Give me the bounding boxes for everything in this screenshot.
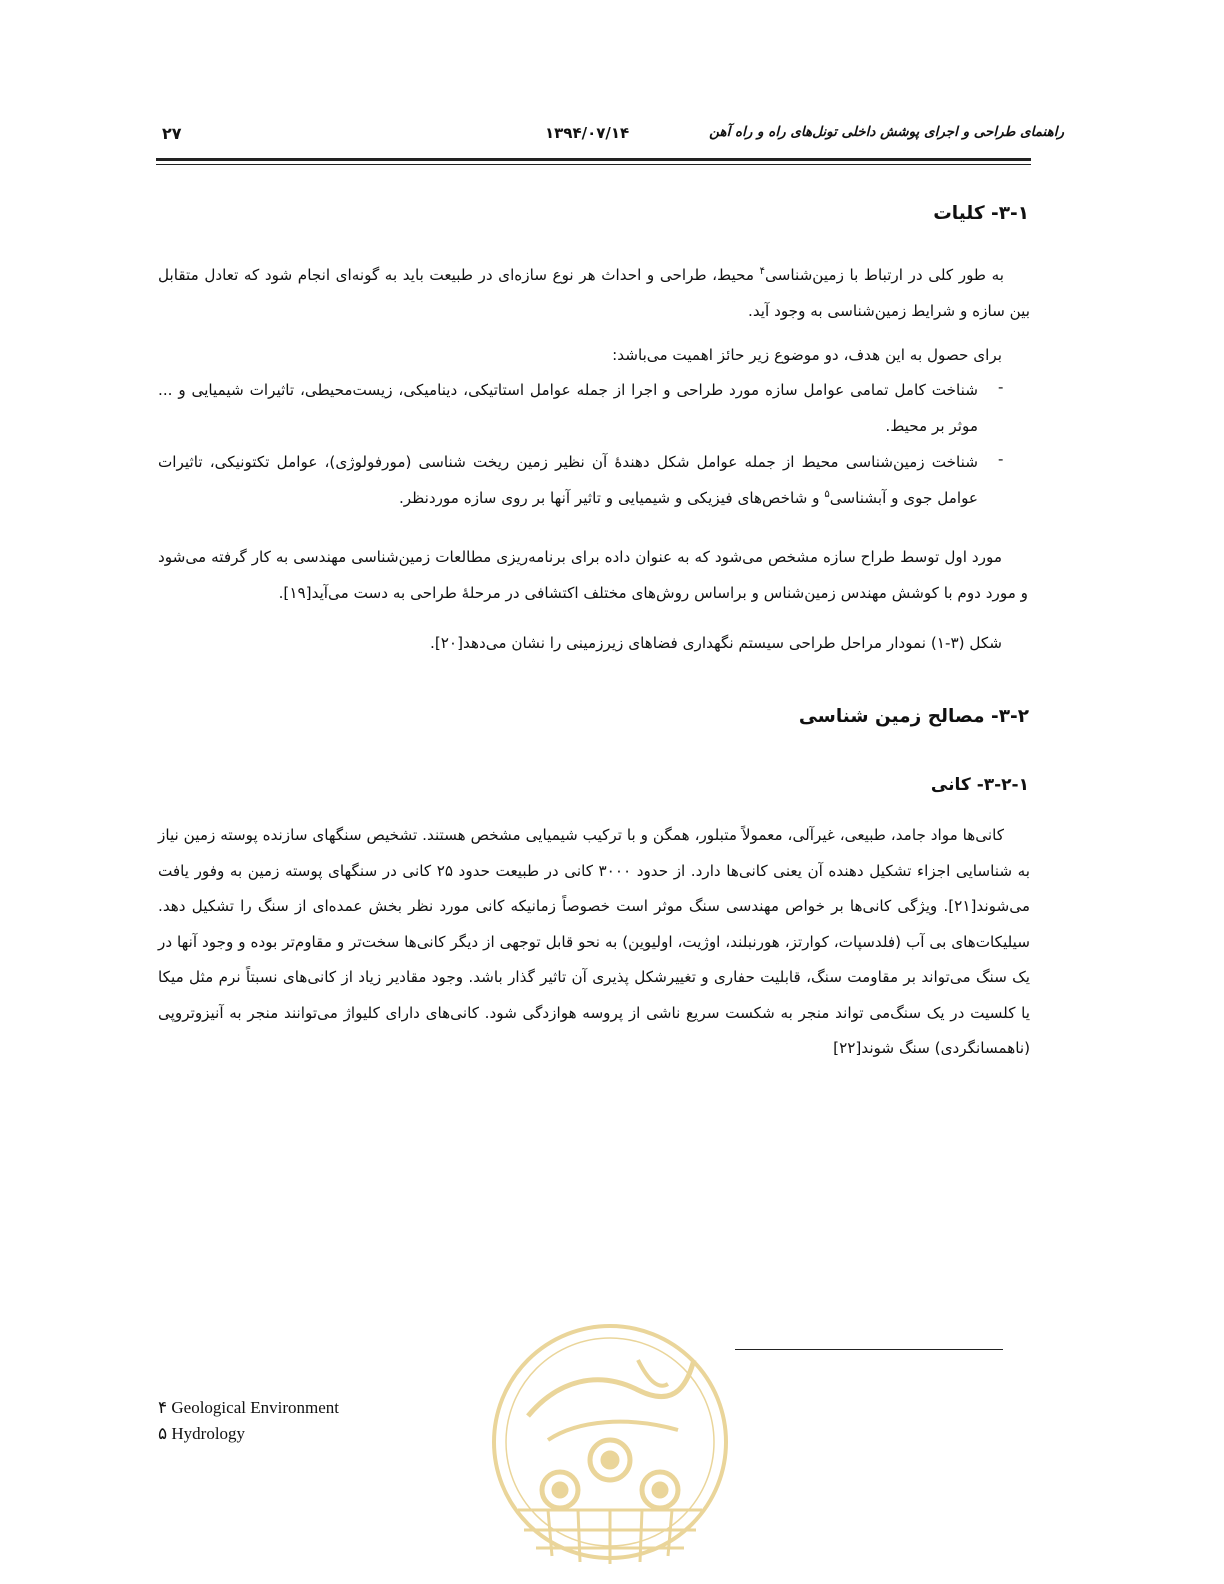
paragraph-intro-part-a: به طور کلی در ارتباط با زمین‌شناسی	[764, 266, 1004, 284]
paragraph-minerals: کانی‌ها مواد جامد، طبیعی، غیرآلی، معمولاً متبلور، همگن و با ترکیب شیمیایی مشخص هستند. تشخیص سنگهای سازنده پوسته زمین نیاز به شناسایی اجزاء تشکیل دهنده آن یعنی کانی‌ها دارد. از حدود ۳۰۰۰ کانی در طبیعت حدود ۲۵ کانی در سنگهای پوسته زمین به وفور یافت می‌شوند[۲۱]. ویژگی کانی‌ها بر خواص مهندسی سنگ موثر است خصوصاً زمانیکه کانی مورد نظر بخش عمده‌ای از سنگ را تشکیل دهد. سیلیکات‌های بی آب (فلدسپات، کوارتز، هورنبلند، اوژیت، اولیوین) به نحو قابل توجهی از دیگر کانی‌ها سخت‌تر و مقاوم‌تر بوده و وجود آنها در یک سنگ می‌تواند بر مقاومت سنگ، قابلیت حفاری و تغییرشکل پذیری آن تاثیر گذار باشد. وجود مقادیر زیاد از کانی‌های نسبتاً نرم مثل میکا یا کلسیت در یک سنگ‌می تواند منجر به شکست سریع ناشی از پروسه هوازدگی شود. کانی‌های دارای کلیواژ می‌توانند منجر به آنیزوتروپی (ناهمسانگردی) سنگ شوند[۲۲]	[158, 826, 1030, 1057]
footnote-4	[158, 1398, 339, 1418]
footnote-number: ۴	[158, 1398, 168, 1417]
watermark-logo-icon	[488, 1320, 732, 1584]
footnote-ref-5: ۵	[824, 488, 830, 500]
paragraph-intro-part-b: محیط، طراحی و احداث هر نوع سازه‌ای در طبیعت باید به گونه‌ای انجام شود که تعادل متقابل بین سازه و شرایط زمین‌شناسی به وجود آید.	[158, 266, 1030, 320]
section-heading-geological-materials: ۳-۲- مصالح زمین شناسی	[798, 706, 1029, 727]
paragraph-intro	[158, 258, 1030, 329]
list-item	[158, 445, 978, 516]
header-date: ۱۳۹۴/۰۷/۱۴	[545, 124, 630, 142]
subsection-heading-mineral: ۳-۲-۱- کانی	[930, 775, 1029, 795]
footnote-text: Hydrology	[171, 1424, 246, 1443]
list-item-part-a: شناخت زمین‌شناسی محیط از جمله عوامل شکل دهندهٔ آن نظیر زمین ریخت شناسی (مورفولوژی)، عوامل تکتونیکی، تاثیرات عوامل جوی و آبشناسی	[158, 453, 978, 507]
running-header-title: راهنمای طراحی و اجرای پوشش داخلی تونل‌های راه و راه آهن	[709, 124, 1064, 140]
list-intro: برای حصول به این هدف، دو موضوع زیر حائز اهمیت می‌باشد:	[612, 346, 1002, 364]
bullet-marker: -	[998, 450, 1004, 468]
page-number: ۲۷	[162, 124, 182, 143]
header-rule-thick	[156, 158, 1031, 161]
list-item: شناخت کامل تمامی عوامل سازه مورد طراحی و اجرا از جمله عوامل استاتیکی، دینامیکی، زیست‌محیطی، تاثیرات شیمیایی و ... موثر بر محیط.	[158, 381, 978, 435]
header-rule-thin	[156, 164, 1031, 165]
footnote-separator	[735, 1349, 1003, 1350]
bullet-marker: -	[998, 378, 1004, 396]
section-heading-generalities: ۳-۱- کلیات	[933, 203, 1029, 224]
list-item-part-b: و شاخص‌های فیزیکی و شیمیایی و تاثیر آنها بر روی سازه موردنظر.	[398, 488, 825, 507]
footnote-number: ۵	[158, 1424, 168, 1443]
footnote-ref-4: ۴	[759, 265, 765, 277]
footnote-5	[158, 1424, 245, 1444]
footnote-text: Geological Environment	[171, 1398, 339, 1417]
paragraph-design-process: مورد اول توسط طراح سازه مشخص می‌شود که به عنوان داده برای برنامه‌ریزی مطالعات زمین‌شناسی مهندسی به کار گرفته می‌شود و مورد دوم با کوشش مهندس زمین‌شناس و براساس روش‌های مختلف اکتشافی در مرحلهٔ طراحی به دست می‌آید[۱۹].	[158, 548, 1028, 602]
figure-reference: شکل (۳-۱) نمودار مراحل طراحی سیستم نگهداری فضاهای زیرزمینی را نشان می‌دهد[۲۰].	[430, 634, 1002, 652]
